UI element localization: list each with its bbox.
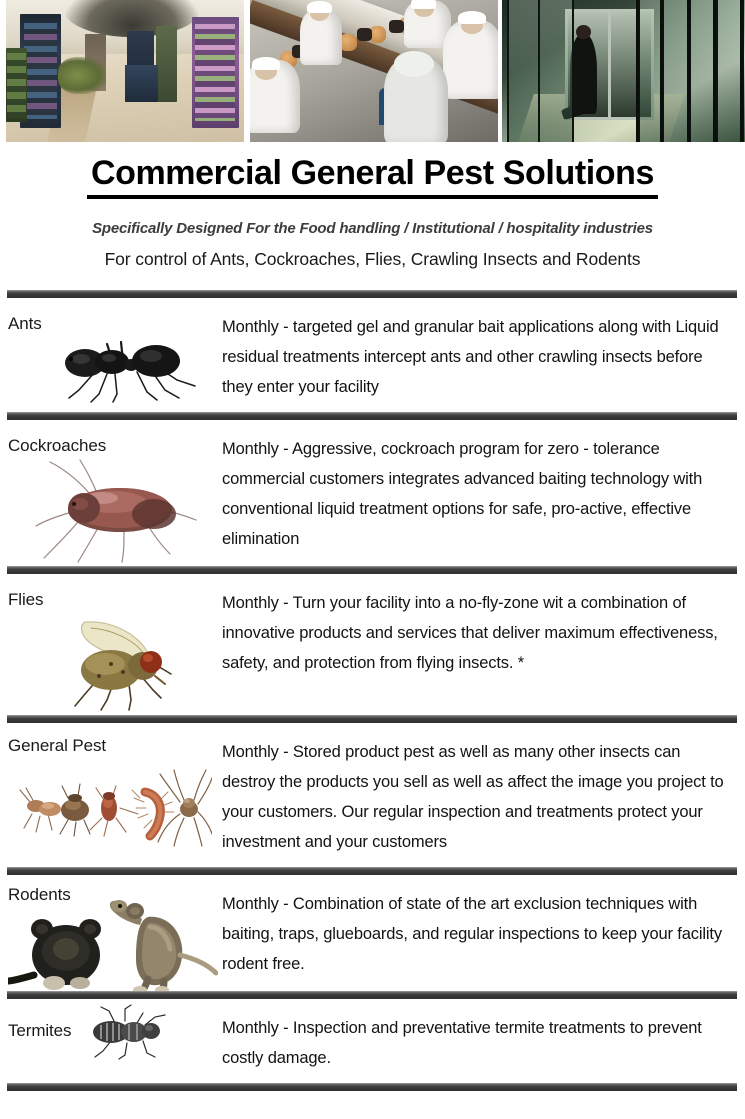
section-divider — [7, 290, 737, 298]
table-row-cockroaches — [0, 420, 745, 566]
pest-label-ants: Ants — [8, 313, 42, 333]
table-row-termites — [0, 999, 745, 1083]
rodent-icon — [8, 893, 218, 991]
page-title: Commercial General Pest Solutions — [87, 156, 658, 199]
pest-service-list — [0, 290, 745, 1101]
photo-retail-store-interior — [6, 0, 244, 142]
section-divider-bottom — [7, 1083, 737, 1091]
photo-building-lobby-entrance — [502, 0, 745, 142]
section-divider — [7, 412, 737, 420]
fly-icon — [45, 610, 195, 715]
header-photo-strip — [0, 0, 745, 142]
pest-description-ants: Monthly - targeted gel and granular bait applications along with Liquid residual treatments intercept ants and other crawling insects before they enter your facility — [222, 317, 719, 396]
table-row-general-pest — [0, 723, 745, 867]
pest-description-cockroaches: Monthly - Aggressive, cockroach program for zero - tolerance commercial customers integrates advanced baiting technology with conventional liquid treatment options for safe, pro-active, effective elimination — [222, 439, 703, 548]
section-divider — [7, 867, 737, 875]
pest-description-termites: Monthly - Inspection and preventative termite treatments to prevent costly damage. — [222, 1018, 702, 1067]
table-row-rodents — [0, 875, 745, 991]
photo-food-processing-line — [250, 0, 498, 142]
termite-icon — [81, 1003, 181, 1061]
pest-description-rodents: Monthly - Combination of state of the art exclusion techniques with baiting, traps, glueboards, and regular inspections to keep your facility rodent free. — [222, 894, 722, 973]
page-subtitle: Specifically Designed For the Food handling / Institutional / hospitality industries — [92, 219, 653, 237]
page-tagline: For control of Ants, Cockroaches, Flies, Crawling Insects and Rodents — [104, 248, 641, 269]
table-row-ants — [0, 298, 745, 412]
pest-label-rodents: Rodents — [8, 884, 71, 904]
section-divider — [7, 991, 737, 999]
pest-label-cockroaches: Cockroaches — [8, 435, 107, 455]
title-block — [0, 142, 745, 270]
pest-description-flies: Monthly - Turn your facility into a no-fly-zone wit a combination of innovative products and services that deliver maximum effectiveness, safety, and protection from flying insects. * — [222, 593, 718, 672]
table-row-flies — [0, 574, 745, 715]
ant-icon — [55, 332, 215, 406]
section-divider — [7, 715, 737, 723]
section-divider — [7, 566, 737, 574]
pest-description-general-pest: Monthly - Stored product pest as well as many other insects can destroy the products you sell as well as affect the image you project to your customers. Our regular inspection and treatments protect your investment and your customers — [222, 742, 724, 851]
cockroach-icon — [28, 458, 203, 566]
pest-label-general-pest: General Pest — [8, 735, 107, 755]
pest-label-termites: Termites — [8, 1020, 72, 1040]
general-pest-icon — [12, 762, 212, 848]
pest-label-flies: Flies — [8, 589, 44, 609]
